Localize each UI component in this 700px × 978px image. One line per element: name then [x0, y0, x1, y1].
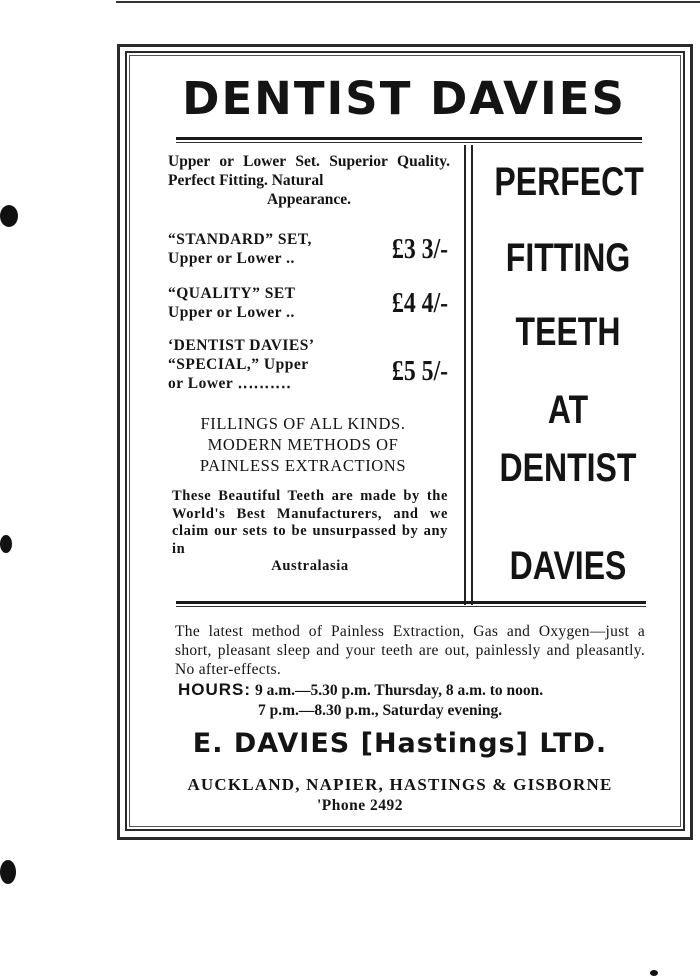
slogan-word: DAVIES [509, 544, 627, 588]
scan-blot [0, 535, 12, 553]
scan-blot [0, 860, 16, 884]
price-label: or Lower ‥‥‥‥‥ [168, 375, 292, 392]
slogan-word: PERFECT [494, 160, 644, 204]
hours-label: HOURS: [178, 680, 252, 699]
scan-blot [650, 970, 658, 976]
heading-rule-thin [176, 142, 642, 143]
towns-list: AUCKLAND, NAPIER, HASTINGS & GISBORNE [187, 775, 613, 794]
price-label: “QUALITY” SET [168, 285, 296, 302]
advert-heading: DENTIST DAVIES [182, 72, 626, 125]
page-top-rule [116, 1, 700, 3]
bottom-rule [176, 601, 646, 604]
intro-text [168, 152, 450, 209]
slogan-word: FITTING [505, 236, 631, 280]
price-label: “SPECIAL,” Upper [168, 356, 309, 373]
left-column [168, 152, 450, 392]
price-row-special [168, 336, 450, 393]
slogan-word: AT [547, 388, 589, 432]
price-value: £3 3/- [391, 234, 448, 265]
price-row-quality [168, 284, 450, 322]
service-line: PAINLESS EXTRACTIONS [199, 456, 407, 475]
scan-blot [0, 205, 18, 227]
company-name: E. DAVIES [Hastings] LTD. [192, 728, 608, 759]
column-divider [464, 145, 473, 605]
slogan-word: DENTIST [499, 446, 637, 490]
price-value: £4 4/- [391, 288, 448, 319]
price-label: Upper or Lower .. [168, 250, 295, 267]
hours-block [178, 680, 648, 721]
hours-line: 9 a.m.—5.30 p.m. Thursday, 8 a.m. to noon. [254, 682, 544, 699]
phone-number: 'Phone 2492 [316, 797, 404, 814]
intro-line: Appearance. [267, 191, 351, 208]
slogan-word: TEETH [515, 310, 621, 354]
description-body: These Beautiful Teeth are made by the World's Best Manufacturers, and we claim our sets to be unsurpassed by any in [172, 488, 448, 557]
bottom-rule-thin [176, 606, 646, 607]
method-text: The latest method of Painless Extraction, Gas and Oxygen—just a short, pleasant sleep and your teeth are out, painlessly and pleasantly. No after-effects. [175, 623, 645, 678]
description-text [172, 488, 448, 576]
hours-line: 7 p.m.—8.30 p.m., Saturday evening. [258, 702, 503, 719]
service-line: MODERN METHODS OF [207, 435, 399, 454]
price-value: £5 5/- [391, 356, 448, 387]
services-block [172, 413, 434, 476]
price-row-standard [168, 230, 450, 268]
price-label: “STANDARD” SET, [168, 231, 312, 248]
price-label: ‘DENTIST DAVIES’ [168, 337, 315, 354]
price-label: Upper or Lower .. [168, 304, 295, 321]
heading-rule [176, 137, 642, 140]
description-last-line: Australasia [271, 558, 349, 574]
intro-line: Upper or Lower Set. Superior Quality. Perfect Fitting. Natural [168, 153, 450, 189]
service-line: FILLINGS OF ALL KINDS. [200, 414, 406, 433]
